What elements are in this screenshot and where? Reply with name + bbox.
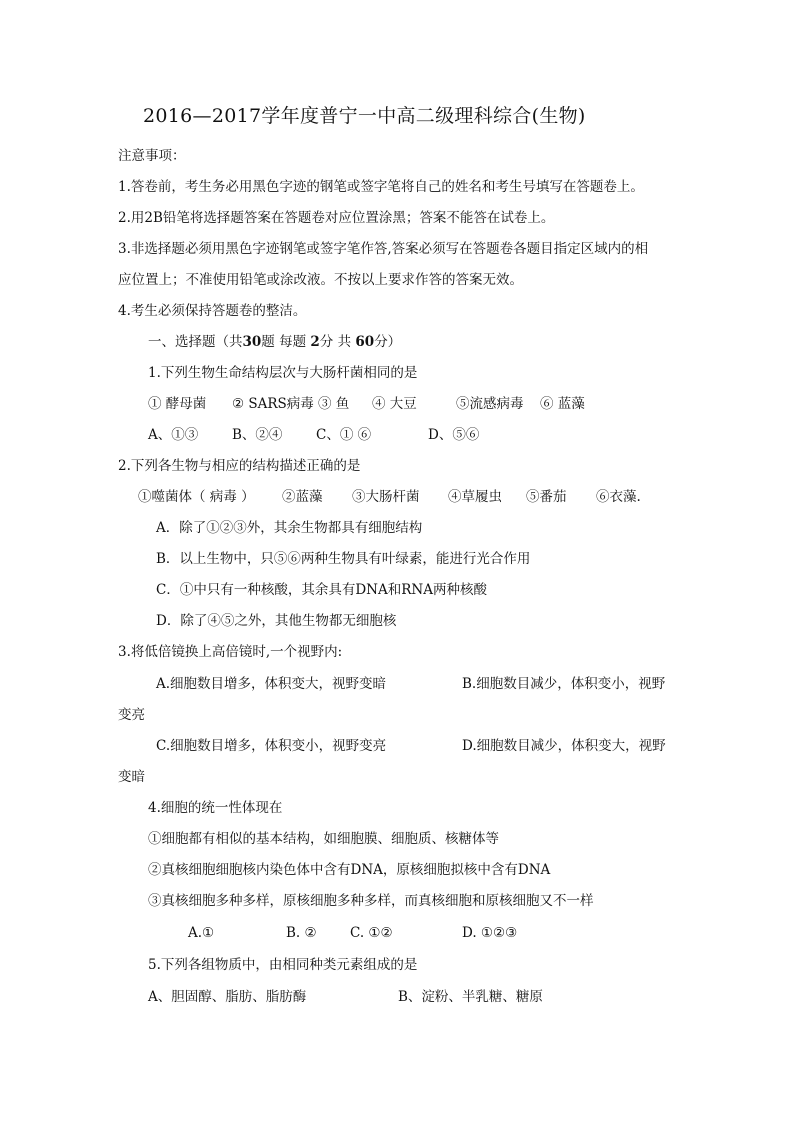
answer-option: B.细胞数目减少，体积变小，视野 <box>462 676 666 692</box>
page-title: 2016—2017学年度普宁一中高二级理科综合(生物) <box>143 105 586 127</box>
q1-item: ⑤流感病毒 <box>456 396 524 412</box>
notice-item: 3.非选择题必须用黑色字迹钢笔或签字笔作答,答案必须写在答题卷各题目指定区域内的相 <box>118 241 649 257</box>
q2-item: ①噬菌体（ 病毒 ） <box>138 489 255 505</box>
answer-option: D.细胞数目减少，体积变大，视野 <box>462 738 666 754</box>
q4-item: ①细胞都有相似的基本结构，如细胞膜、细胞质、核糖体等 <box>148 831 499 847</box>
answer-option-wrap: 变暗 <box>118 769 145 785</box>
question-stem: 1.下列生物生命结构层次与大肠杆菌相同的是 <box>148 365 418 381</box>
q4-item: ②真核细胞细胞核内染色体中含有DNA，原核细胞拟核中含有DNA <box>148 862 551 878</box>
answer-option: C.细胞数目增多，体积变小，视野变亮 <box>156 738 387 754</box>
answer-option: A．除了①②③外，其余生物都具有细胞结构 <box>156 520 423 536</box>
q2-item: ⑤番茄 <box>526 489 567 505</box>
notice-item: 4.考生必须保持答题卷的整洁。 <box>118 303 307 319</box>
q1-item: ① 酵母菌 <box>148 396 207 412</box>
answer-option: B．以上生物中，只⑤⑥两种生物具有叶绿素，能进行光合作用 <box>156 551 531 567</box>
question-stem: 5.下列各组物质中，由相同种类元素组成的是 <box>148 957 418 973</box>
answer-option: A.① <box>188 925 215 941</box>
q1-item: ④ 大豆 <box>372 396 417 412</box>
answer-option: C、① ⑥ <box>316 427 372 443</box>
notice-heading: 注意事项： <box>118 148 186 164</box>
answer-option: D、⑤⑥ <box>428 427 480 443</box>
q2-item: ⑥衣藻. <box>596 489 641 505</box>
q1-item: ③ 鱼 <box>318 396 350 412</box>
q1-item: ⑥ 蓝藻 <box>540 396 585 412</box>
q2-item: ②蓝藻 <box>282 489 323 505</box>
answer-option: B. ② <box>286 925 317 941</box>
answer-option: D．除了④⑤之外，其他生物都无细胞核 <box>156 613 397 629</box>
q4-item: ③真核细胞多种多样，原核细胞多种多样，而真核细胞和原核细胞又不一样 <box>148 893 594 909</box>
answer-option: A、①③ <box>148 427 199 443</box>
q2-item: ③大肠杆菌 <box>352 489 420 505</box>
answer-option: D. ①②③ <box>462 925 518 941</box>
notice-item: 应位置上；不准使用铅笔或涂改液。不按以上要求作答的答案无效。 <box>118 272 523 288</box>
notice-item: 2.用2B铅笔将选择题答案在答题卷对应位置涂黑；答案不能答在试卷上。 <box>118 210 555 226</box>
question-stem: 4.细胞的统一性体现在 <box>148 800 283 816</box>
answer-option-wrap: 变亮 <box>118 707 145 723</box>
section-heading: 一、选择题（共30题 每题 2分 共 60分） <box>148 334 402 350</box>
question-stem: 2.下列各生物与相应的结构描述正确的是 <box>118 458 361 474</box>
q1-item: ② SARS病毒 <box>232 396 314 412</box>
notice-item: 1.答卷前，考生务必用黑色字迹的钢笔或签字笔将自己的姓名和考生号填写在答题卷上。 <box>118 179 644 195</box>
answer-option: C. ①② <box>350 925 393 941</box>
answer-option: A、胆固醇、脂肪、脂肪酶 <box>148 989 307 1005</box>
answer-option: B、②④ <box>232 427 283 443</box>
answer-option: A.细胞数目增多，体积变大，视野变暗 <box>156 676 387 692</box>
q2-item: ④草履虫 <box>448 489 502 505</box>
answer-option: B、淀粉、半乳糖、糖原 <box>398 989 543 1005</box>
question-stem: 3.将低倍镜换上高倍镜时,一个视野内: <box>118 644 343 660</box>
answer-option: C．①中只有一种核酸，其余具有DNA和RNA两种核酸 <box>156 582 487 598</box>
